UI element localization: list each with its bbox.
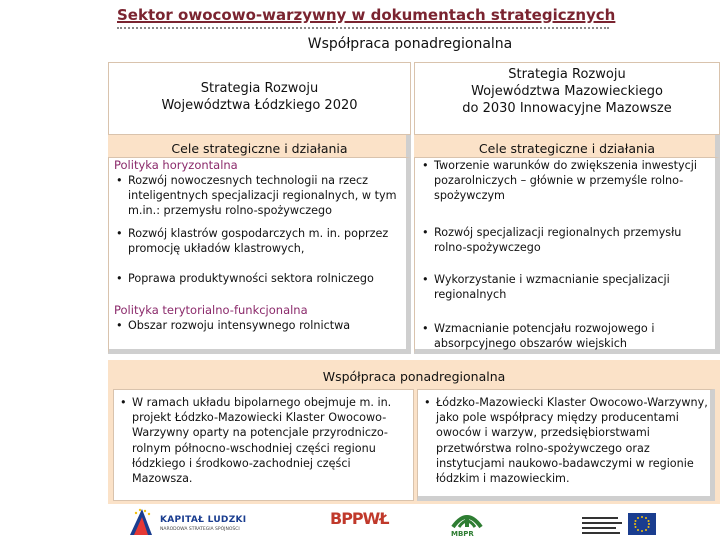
left-strategy-title (112, 80, 407, 114)
page-subtitle: Współpraca ponadregionalna (307, 36, 513, 52)
mbpr-emblem-icon (447, 505, 487, 531)
policy-horizontal-label: Polityka horyzontalna (114, 158, 238, 172)
left-bullet-item: • Poprawa produktywności sektora rolniczego (114, 271, 406, 286)
eu-fund-text-logo (582, 515, 624, 537)
right-bullet-item: • Rozwój specjalizacji regionalnych przemysłu rolno-spożywczego (420, 225, 712, 255)
right-bullet-item: • Wzmacnianie potencjału rozwojowego i absorpcyjnego obszarów wiejskich (420, 321, 712, 351)
left-bullet-item: • Obszar rozwoju intensywnego rolnictwa (114, 318, 406, 333)
mbpr-text: MBPR (451, 530, 474, 538)
right-strategy-title-line: do 2030 Innowacyjne Mazowsze (462, 101, 672, 116)
eu-flag-icon (628, 513, 656, 535)
title-divider (117, 27, 609, 29)
left-strategy-title-line: Strategia Rozwoju (200, 81, 319, 96)
left-section-heading: Cele strategiczne i działania (171, 141, 348, 156)
left-margin (0, 0, 105, 540)
cooperation-heading: Współpraca ponadregionalna (322, 369, 506, 384)
bppwl-logo (330, 505, 389, 539)
page-title: Sektor owocowo-warzywny w dokumentach strategicznych (117, 6, 616, 24)
cooperation-right-bullet: • Łódzko-Mazowiecki Klaster Owocowo-Warzywny, jako pole współpracy między producentami owoców i warzyw, przedsiębiorstwami przetwórstwa rolno-spożywczego oraz instytucjami naukowo-badawczymi w regionie łódzkim i mazowieckim. (422, 395, 716, 486)
left-bullet-item: • Rozwój klastrów gospodarczych m. in. poprzez promocję układów klastrowych, (114, 226, 406, 256)
mbpr-logo (447, 505, 487, 540)
left-bullet-item: • Rozwój nowoczesnych technologii na rzecz inteligentnych specjalizacji regionalnych, w tym m.in.: przemysłu rolno-spożywczego (114, 173, 406, 218)
kapital-ludzki-emblem-icon (128, 505, 154, 537)
bppwl-text: BPPWŁ (330, 509, 389, 528)
kapital-ludzki-text: KAPITAŁ LUDZKI (160, 515, 247, 525)
cooperation-left-bullet: • W ramach układu bipolarnego obejmuje m. in. projekt Łódzko-Mazowiecki Klaster Owocowo-Warzywny oparty na potencjale przyrodniczo-rolnym północno-wschodniej części regionu łódzkiego i środkowo-zachodniej części Mazowsza. (118, 395, 412, 486)
right-bullet-item: • Wykorzystanie i wzmacnianie specjalizacji regionalnych (420, 272, 712, 302)
right-strategy-title (418, 66, 716, 117)
right-strategy-title-line: Strategia Rozwoju (508, 67, 626, 82)
policy-territorial-label: Polityka terytorialno-funkcjonalna (114, 303, 308, 317)
right-strategy-title-line: Województwa Mazowieckiego (471, 84, 663, 99)
kapital-ludzki-logo (128, 503, 248, 540)
left-strategy-title-line: Województwa Łódzkiego 2020 (161, 98, 358, 113)
right-section-heading: Cele strategiczne i działania (478, 141, 656, 156)
right-bullet-item: • Tworzenie warunków do zwiększenia inwestycji pozarolniczych – głównie w przemyśle rolno-spożywczym (420, 158, 712, 203)
kapital-ludzki-subtext: NARODOWA STRATEGIA SPÓJNOŚCI (160, 527, 240, 532)
